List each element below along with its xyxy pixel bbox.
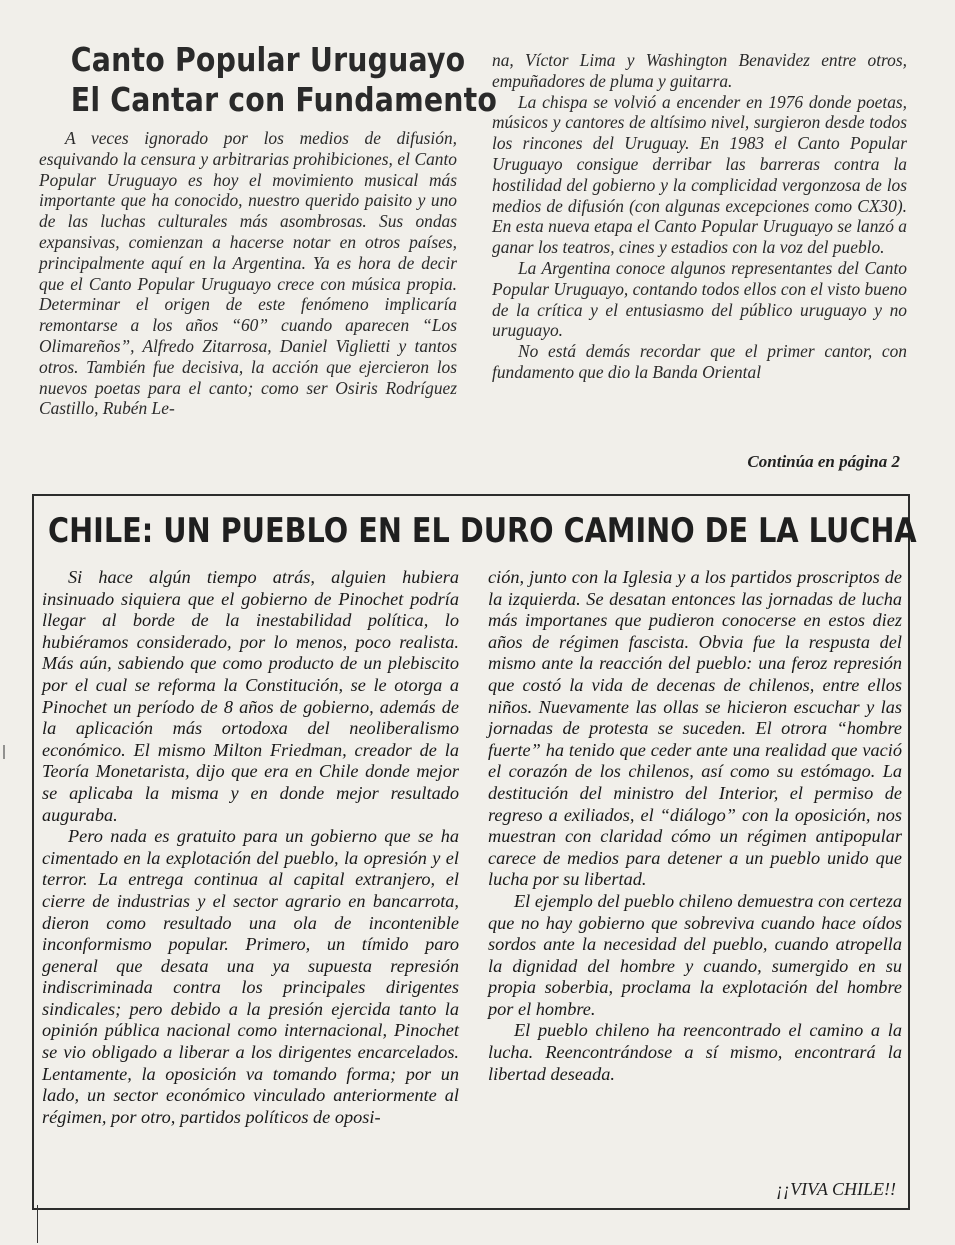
article-1-title — [70, 40, 498, 120]
article-1-paragraph: La chispa se volvió a encender en 1976 donde poetas, músicos y cantores de altísimo nivel, surgieron desde todos los rincones del Uruguay. En 1983 el Canto Popular Uruguayo consigue derribar las barreras contra la hostilidad del gobierno y la complicidad vergonzosa de los medios de difusión (con algunas excepciones como CX30). En esta nueva etapa el Canto Popular Uruguayo se lanzó a ganar los teatros, cines y estadios con la voz del pueblo. — [492, 91, 907, 258]
article-1-paragraph: La Argentina conoce algunos representantes del Canto Popular Uruguayo, contando todos ellos con el visto bueno de la crítica y el entusiasmo del público uruguayo y no uruguayo. — [492, 257, 907, 341]
article-1-paragraph: na, Víctor Lima y Washington Benavidez entre otros, empuñadores de pluma y guitarra. — [492, 50, 907, 91]
article-2-right-column — [488, 567, 902, 1085]
article-2-paragraph: Si hace algún tiempo atrás, alguien hubiera insinuado siquiera que el gobierno de Pinochet podría llegar al borde de la inestabilidad política, lo hubiéramos considerado, por lo menos, poco realista. Más aún, sabiendo que como producto de un plebiscito por el cual se reforma la Constitución, se le otorga a Pinochet un período de 8 años de gobierno, además de la aplicación más ortodoxa del neoliberalismo económico. El mismo Milton Friedman, creador de la Teoría Monetarista, dijo que era en Chile donde mejor se aplicaba la misma y en donde mejor resultado auguraba. — [42, 567, 459, 825]
article-1-paragraph: A veces ignorado por los medios de difusión, esquivando la censura y arbitrarias prohibiciones, el Canto Popular Uruguayo es hoy el movimiento musical más importante que ha conocido, nuestro querido paisito y uno de las luchas culturales más asombrosas. Sus ondas expansivas, comienzan a hacerse notar en otros países, principalmente aquí en la Argentina. Ya es hora de decir que el Canto Popular Uruguayo crece con música propia. Determinar el origen de este fenómeno implicaría remontarse a los años “60” cuando aparecen “Los Olimareños”, Alfredo Zitarrosa, Daniel Viglietti y tantos otros. También fue decisiva, la acción que ejercieron los nuevos poetas para el canto; como ser Osiris Rodríguez Castillo, Rubén Le- — [39, 128, 457, 419]
paper-edge-mark — [37, 1205, 38, 1243]
article-1-right-column — [492, 50, 907, 383]
article-1-title-line-1: Canto Popular Uruguayo — [70, 40, 466, 79]
article-2-paragraph: El ejemplo del pueblo chileno demuestra con certeza que no hay gobierno que sobreviva cuando hace oídos sordos ante la necesidad del pueblo, cuando atropella la dignidad del hombre y cuando, sumergido en su propia soberbia, proclama la explotación del hombre por el hombre. — [488, 890, 902, 1019]
article-2-paragraph: El pueblo chileno ha reencontrado el camino a la lucha. Reencontrándose a sí mismo, encontrará la libertad deseada. — [488, 1020, 902, 1084]
article-1-title-line-2: El Cantar con Fundamento — [70, 80, 498, 119]
paper-edge-mark — [3, 745, 5, 759]
article-2-title: CHILE: UN PUEBLO EN EL DURO CAMINO DE LA LUCHA — [48, 511, 917, 551]
article-1-left-column — [39, 128, 457, 419]
article-2-closing-slogan: ¡¡VIVA CHILE!! — [776, 1179, 896, 1199]
article-2-paragraph: ción, junto con la Iglesia y a los partidos proscriptos de la izquierda. Se desatan entonces las jornadas de lucha más importanes que pudieron conocerse en estos diez años de régimen fascista. Obvia fue la respusta del mismo ante la reacción del pueblo: una feroz represión que costó la vida de decenas de chilenos, entre ellos niños. Nuevamente las ollas se hicieron escuchar y las jornadas de protesta se suceden. El otrora “hombre fuerte” ha tenido que ceder ante una realidad que vació el corazón de los chilenos, así como su estómago. La destitución del ministro del Interior, el permiso de regreso a exiliados, el “diálogo” con la oposición, nos muestran con claridad cómo un régimen antipopular carece de medios para detener a un pueblo unido que lucha por su libertad. — [488, 567, 902, 890]
article-1-paragraph: No está demás recordar que el primer cantor, con fundamento que dio la Banda Oriental — [492, 341, 907, 382]
article-2-left-column — [42, 567, 459, 1128]
article-2-paragraph: Pero nada es gratuito para un gobierno que se ha cimentado en la explotación del pueblo, la opresión y el terror. La entrega continua al capital extranjero, el cierre de industrias y el sector agrario en bancarrota, dieron como resultado una ola de incontenible inconformismo popular. Primero, un tímido paro general que desata una ya supuesta represión indiscriminada contra los principales dirigentes sindicales; pero debido a la presión ejercida tanto la opinión pública nacional como internacional, Pinochet se vio obligado a liberar a los dirigentes encarcelados. Lentamente, la oposición va tomando forma; por un lado, un sector económico vinculado anteriormente al régimen, por otro, partidos políticos de oposi- — [42, 826, 459, 1127]
continues-on-page-note: Continúa en página 2 — [747, 452, 900, 471]
